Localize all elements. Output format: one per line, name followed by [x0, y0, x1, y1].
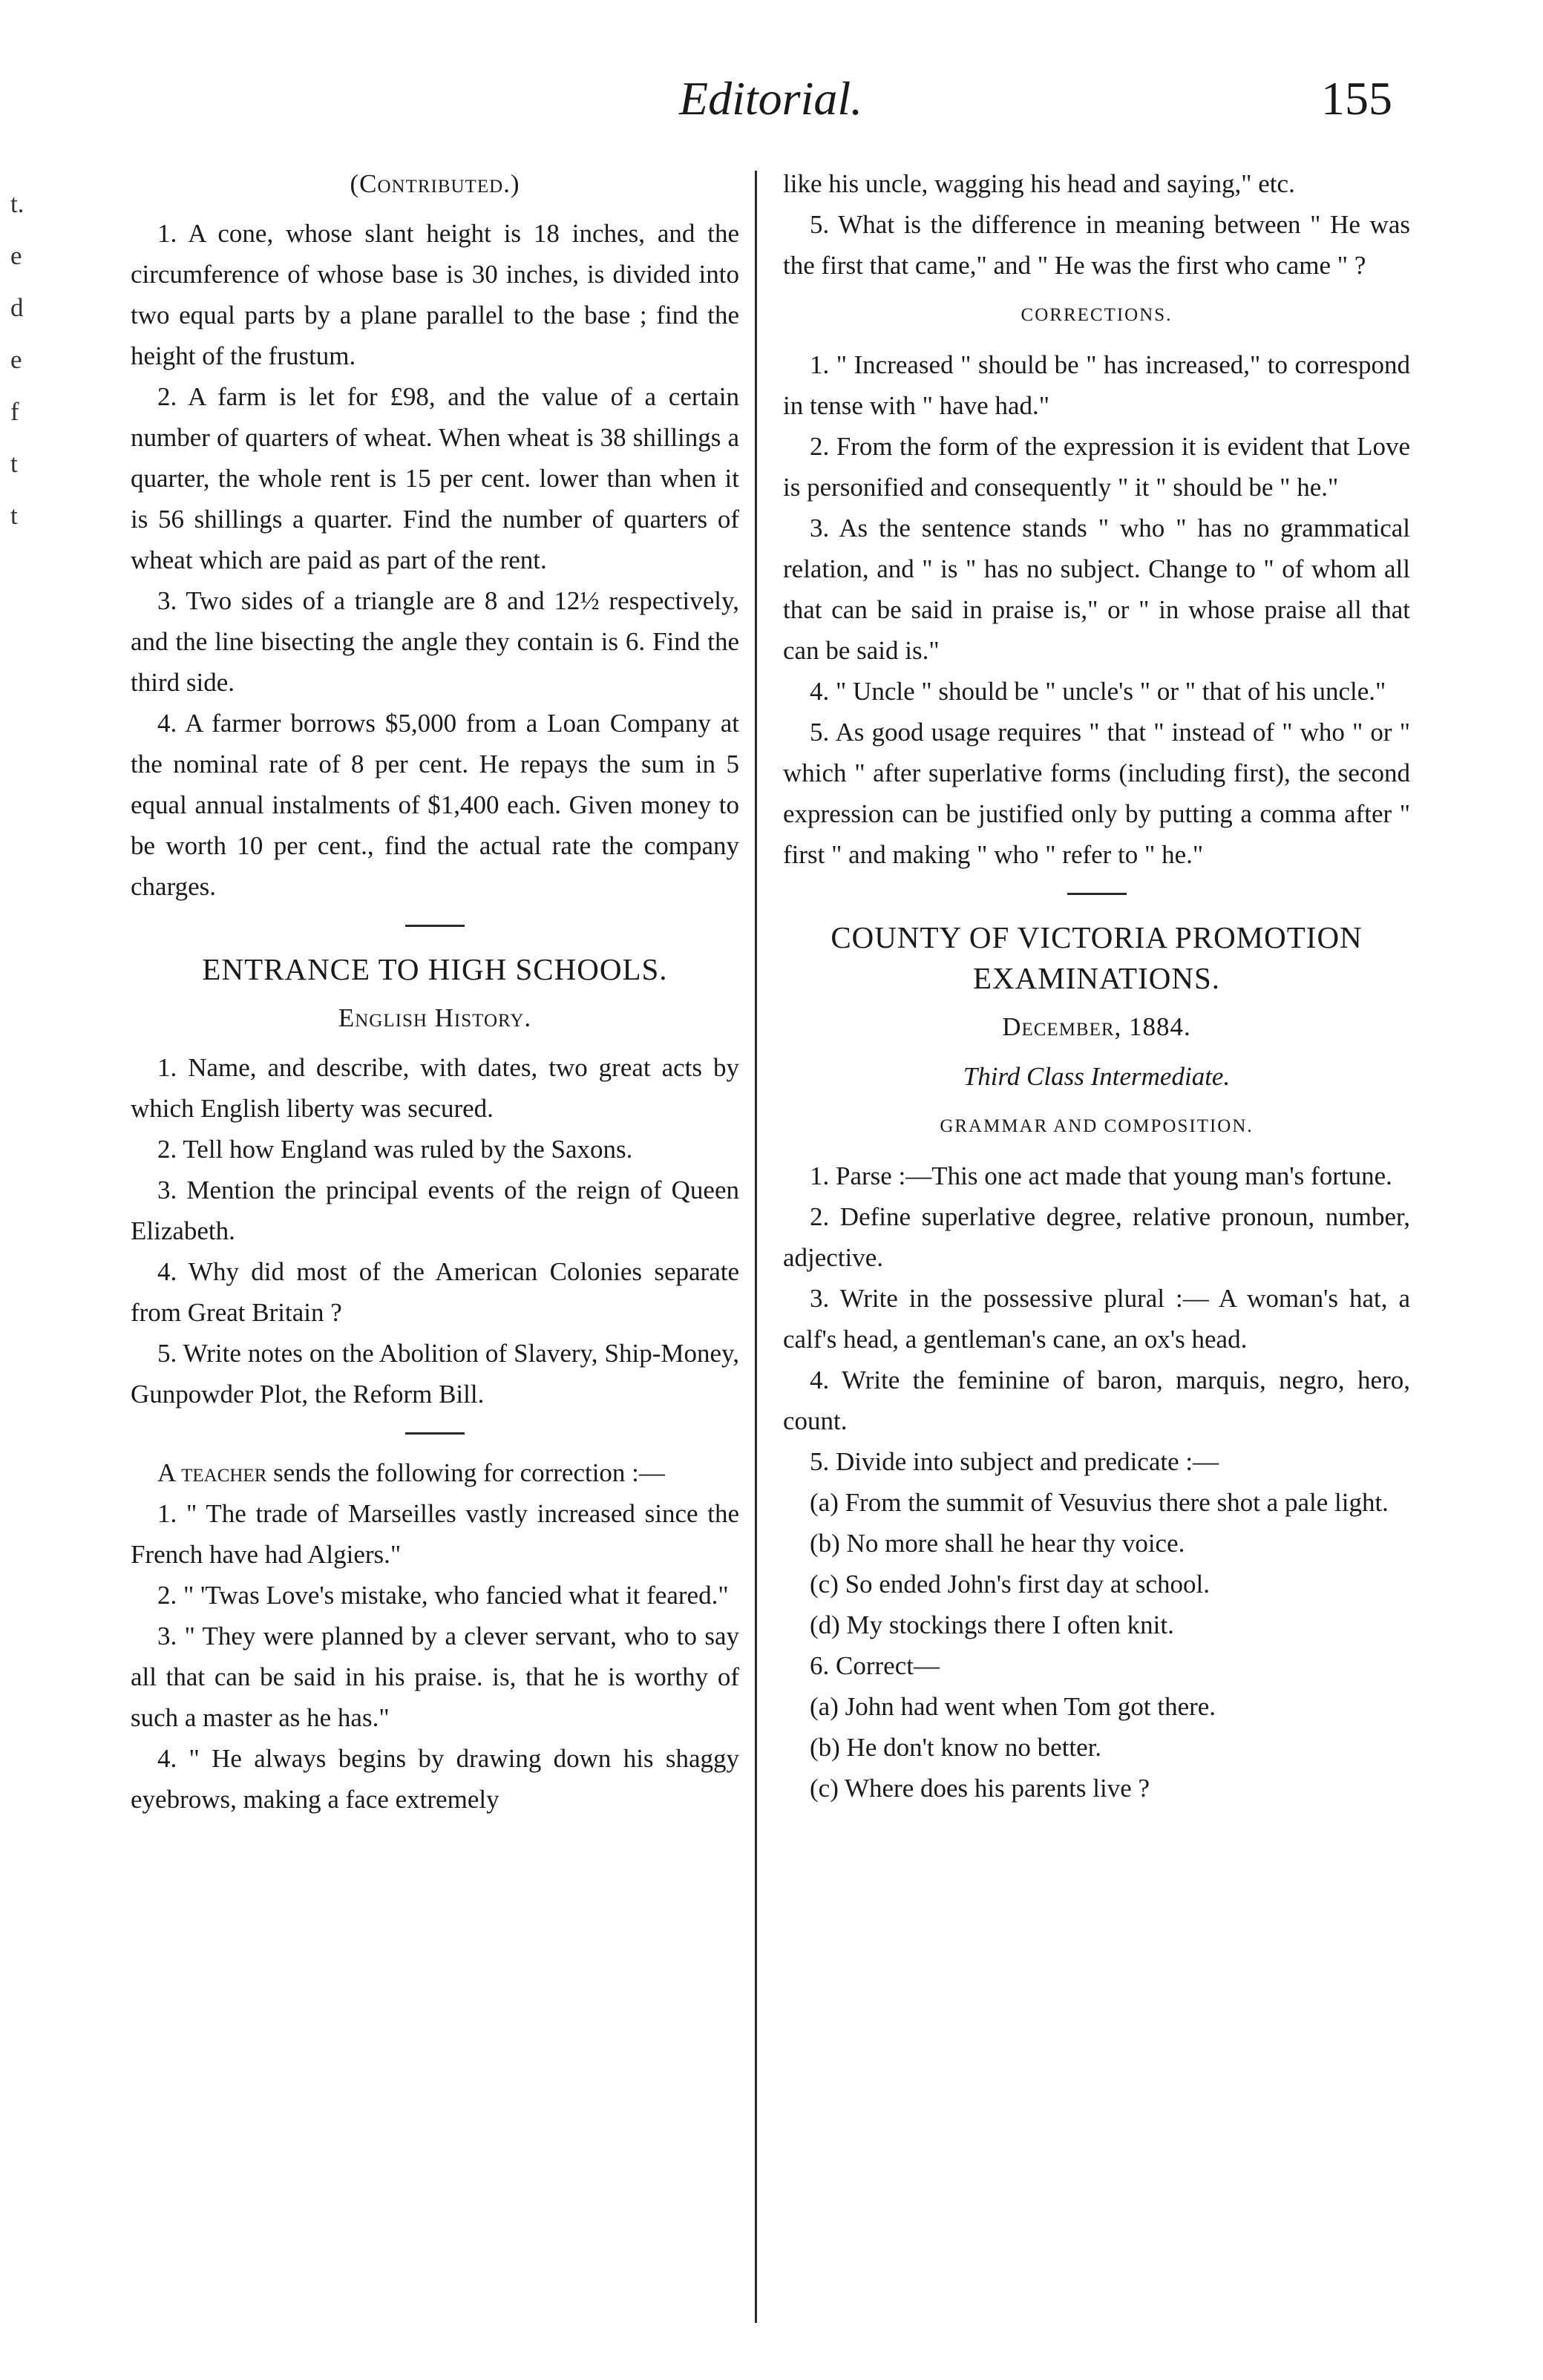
- correction-item: 4. " He always begins by drawing down his shaggy eyebrows, making a face extremely: [131, 1744, 739, 1814]
- running-title: Editorial.: [679, 72, 863, 125]
- problem-item: 1. A cone, whose slant height is 18 inches, and the circumference of whose base is 30 inches, is divided into two equal parts by a plane parallel to the base ; find the height of the frustum.: [131, 219, 739, 370]
- exercise-item: (a) From the summit of Vesuvius there shot a pale light.: [810, 1488, 1389, 1517]
- margin-marks: [10, 178, 24, 542]
- question-item: 2. Tell how England was ruled by the Saxons.: [157, 1135, 633, 1164]
- exercise-item: 5. Divide into subject and predicate :—: [810, 1447, 1219, 1476]
- exercise-item: (a) John had went when Tom got there.: [810, 1692, 1216, 1721]
- teacher-lead: A teacher: [157, 1458, 267, 1487]
- exercise-item: 4. Write the feminine of baron, marquis, negro, hero, count.: [783, 1366, 1410, 1435]
- date-line: December, 1884.: [1002, 1012, 1191, 1041]
- right-column: [783, 163, 1410, 1809]
- correction-item-continued: like his uncle, wagging his head and saying," etc.: [783, 169, 1295, 198]
- question-item: 5. Write notes on the Abolition of Slavery, Ship-Money, Gunpowder Plot, the Reform Bill.: [131, 1339, 739, 1409]
- county-heading: COUNTY OF VICTORIA PROMOTION EXAMINATIONS.: [831, 920, 1363, 995]
- correction-item: 5. What is the difference in meaning between " He was the first that came," and " He was the first who came " ?: [783, 210, 1410, 280]
- corrections-heading: CORRECTIONS.: [1021, 305, 1173, 325]
- correction-answer: 5. As good usage requires " that " instead of " who " or " which " after superlative forms (including first), the second expression can be justified only by putting a comma after " first " and making " who " refer to " he.": [783, 718, 1410, 869]
- exercise-item: (d) My stockings there I often knit.: [810, 1610, 1174, 1639]
- correction-answer: 1. " Increased " should be " has increased," to correspond in tense with " have had.": [783, 350, 1410, 420]
- correction-answer: 2. From the form of the expression it is evident that Love is personified and consequently " it " should be " he.": [783, 432, 1410, 502]
- page-number: 155: [1321, 72, 1392, 125]
- section-divider: [405, 1432, 465, 1435]
- left-column: [131, 163, 739, 1820]
- correction-answer: 3. As the sentence stands " who " has no grammatical relation, and " is " has no subject. Change to " of whom all that can be said in praise is," or " in whose praise all that can be said is.": [783, 514, 1410, 665]
- margin-mark: e: [10, 241, 22, 270]
- section-divider: [1067, 893, 1127, 895]
- grammar-heading: GRAMMAR AND COMPOSITION.: [940, 1116, 1254, 1136]
- exercise-item: (c) So ended John's first day at school.: [810, 1570, 1210, 1599]
- exercise-item: 3. Write in the possessive plural :— A woman's hat, a calf's head, a gentleman's cane, an ox's head.: [783, 1284, 1410, 1354]
- problem-item: 4. A farmer borrows $5,000 from a Loan Company at the nominal rate of 8 per cent. He repays the sum in 5 equal annual instalments of $1,400 each. Given money to be worth 10 per cent., find the actual rate the company charges.: [131, 709, 739, 901]
- exercise-item: 6. Correct—: [810, 1651, 940, 1680]
- entrance-heading: ENTRANCE TO HIGH SCHOOLS.: [202, 952, 668, 986]
- margin-mark: d: [10, 293, 24, 322]
- correction-answer: 4. " Uncle " should be " uncle's " or " that of his uncle.": [810, 677, 1386, 706]
- margin-mark: t: [10, 501, 18, 530]
- margin-mark: t.: [10, 189, 24, 218]
- exercise-item: (b) No more shall he hear thy voice.: [810, 1529, 1185, 1558]
- correction-item: 3. " They were planned by a clever servant, who to say all that can be said in his praise. is, that he is worthy of such a master as he has.": [131, 1622, 739, 1732]
- column-divider: [755, 171, 757, 2323]
- margin-mark: t: [10, 449, 18, 478]
- margin-mark: f: [10, 397, 19, 426]
- question-item: 4. Why did most of the American Colonies separate from Great Britain ?: [131, 1257, 739, 1327]
- page-header: [0, 71, 1543, 131]
- problem-item: 2. A farm is let for £98, and the value of a certain number of quarters of wheat. When wheat is 38 shillings a quarter, the whole rent is 15 per cent. lower than when it is 56 shillings a quarter. Find the number of quarters of wheat which are paid as part of the rent.: [131, 382, 739, 574]
- teacher-intro-text: sends the following for correction :—: [273, 1458, 665, 1487]
- correction-item: 2. " 'Twas Love's mistake, who fancied what it feared.": [157, 1581, 729, 1610]
- margin-mark: e: [10, 345, 22, 374]
- history-subheading: English History.: [338, 1003, 532, 1032]
- class-line: Third Class Intermediate.: [963, 1062, 1231, 1091]
- correction-item: 1. " The trade of Marseilles vastly increased since the French have had Algiers.": [131, 1499, 739, 1569]
- problem-item: 3. Two sides of a triangle are 8 and 12½ respectively, and the line bisecting the angle they contain is 6. Find the third side.: [131, 586, 739, 697]
- question-item: 1. Name, and describe, with dates, two great acts by which English liberty was secured.: [131, 1053, 739, 1123]
- exercise-item: (b) He don't know no better.: [810, 1733, 1102, 1762]
- section-divider: [405, 925, 465, 927]
- exercise-item: 1. Parse :—This one act made that young man's fortune.: [810, 1161, 1392, 1190]
- exercise-item: (c) Where does his parents live ?: [810, 1774, 1150, 1803]
- question-item: 3. Mention the principal events of the reign of Queen Elizabeth.: [131, 1176, 739, 1245]
- teacher-intro: [131, 1452, 739, 1493]
- contributed-heading: (Contributed.): [350, 169, 520, 198]
- exercise-item: 2. Define superlative degree, relative pronoun, number, adjective.: [783, 1202, 1410, 1272]
